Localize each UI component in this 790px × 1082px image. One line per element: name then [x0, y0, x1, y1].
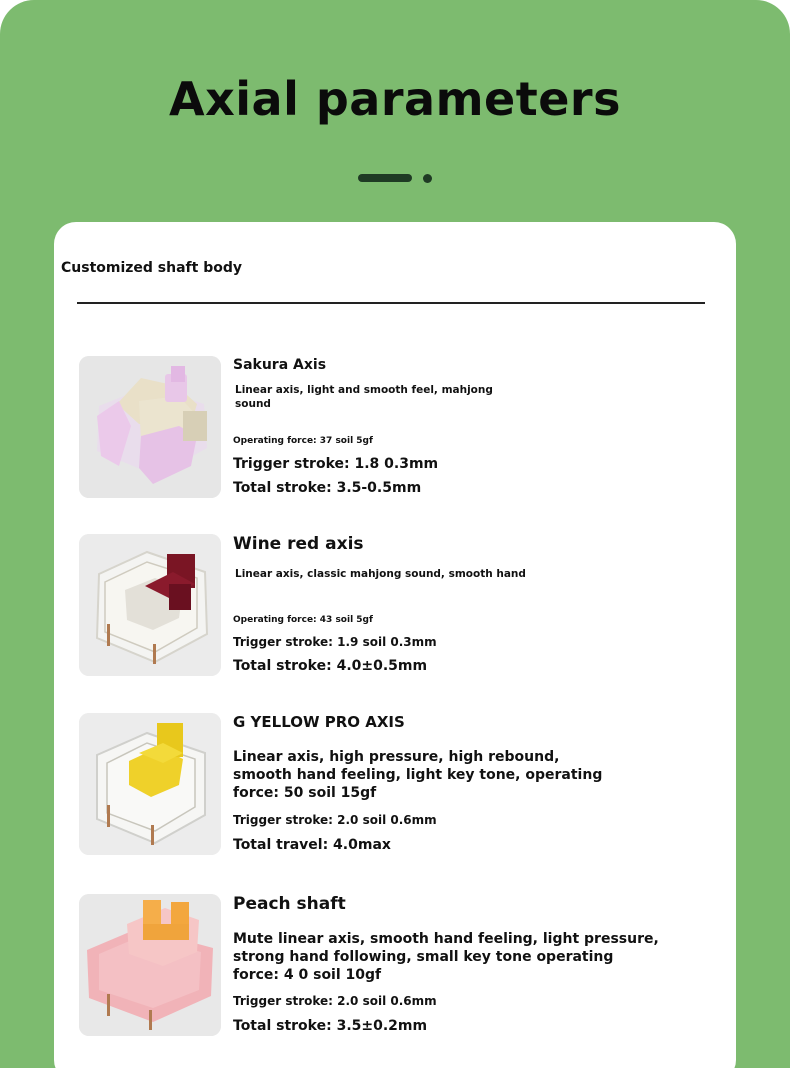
inactive-indicator-dot[interactable] — [423, 174, 432, 183]
trigger-stroke: Trigger stroke: 2.0 soil 0.6mm — [233, 813, 437, 827]
active-indicator[interactable] — [358, 174, 412, 182]
page-title: Axial parameters — [169, 72, 621, 126]
section-title: Customized shaft body — [61, 260, 243, 276]
switch-item-peach — [79, 894, 699, 1036]
total-stroke: Total stroke: 4.0±0.5mm — [233, 658, 428, 674]
switch-description: Linear axis, light and smooth feel, mahjong sound — [235, 384, 493, 410]
trigger-stroke: Trigger stroke: 1.8 0.3mm — [233, 456, 439, 472]
switch-name: Peach shaft — [233, 894, 346, 914]
switch-item-yellow — [79, 713, 699, 855]
switch-description: Linear axis, high pressure, high rebound, smooth hand feeling, light key tone, operating force: 50 soil 15gf — [233, 749, 603, 801]
operating-force: Operating force: 37 soil 5gf — [233, 436, 373, 446]
divider — [77, 302, 705, 304]
trigger-stroke: Trigger stroke: 1.9 soil 0.3mm — [233, 635, 437, 649]
wine-red-switch-image — [79, 534, 221, 676]
switch-item-wine-red — [79, 534, 699, 676]
switch-name: Wine red axis — [233, 534, 364, 554]
switch-item-sakura — [79, 356, 699, 498]
sakura-switch-image — [79, 356, 221, 498]
total-stroke: Total stroke: 3.5-0.5mm — [233, 480, 422, 496]
parameters-card — [54, 222, 736, 1082]
yellow-switch-image — [79, 713, 221, 855]
trigger-stroke: Trigger stroke: 2.0 soil 0.6mm — [233, 994, 437, 1008]
peach-switch-image — [79, 894, 221, 1036]
switch-description: Linear axis, classic mahjong sound, smooth hand — [235, 568, 526, 580]
total-stroke: Total stroke: 3.5±0.2mm — [233, 1018, 428, 1034]
switch-name: G YELLOW PRO AXIS — [233, 713, 405, 731]
switch-name: Sakura Axis — [233, 357, 327, 373]
operating-force: Operating force: 43 soil 5gf — [233, 615, 373, 625]
switch-description: Mute linear axis, smooth hand feeling, light pressure, strong hand following, small key tone operating force: 4 0 soil 10gf — [233, 931, 659, 983]
total-stroke: Total travel: 4.0max — [233, 837, 391, 853]
